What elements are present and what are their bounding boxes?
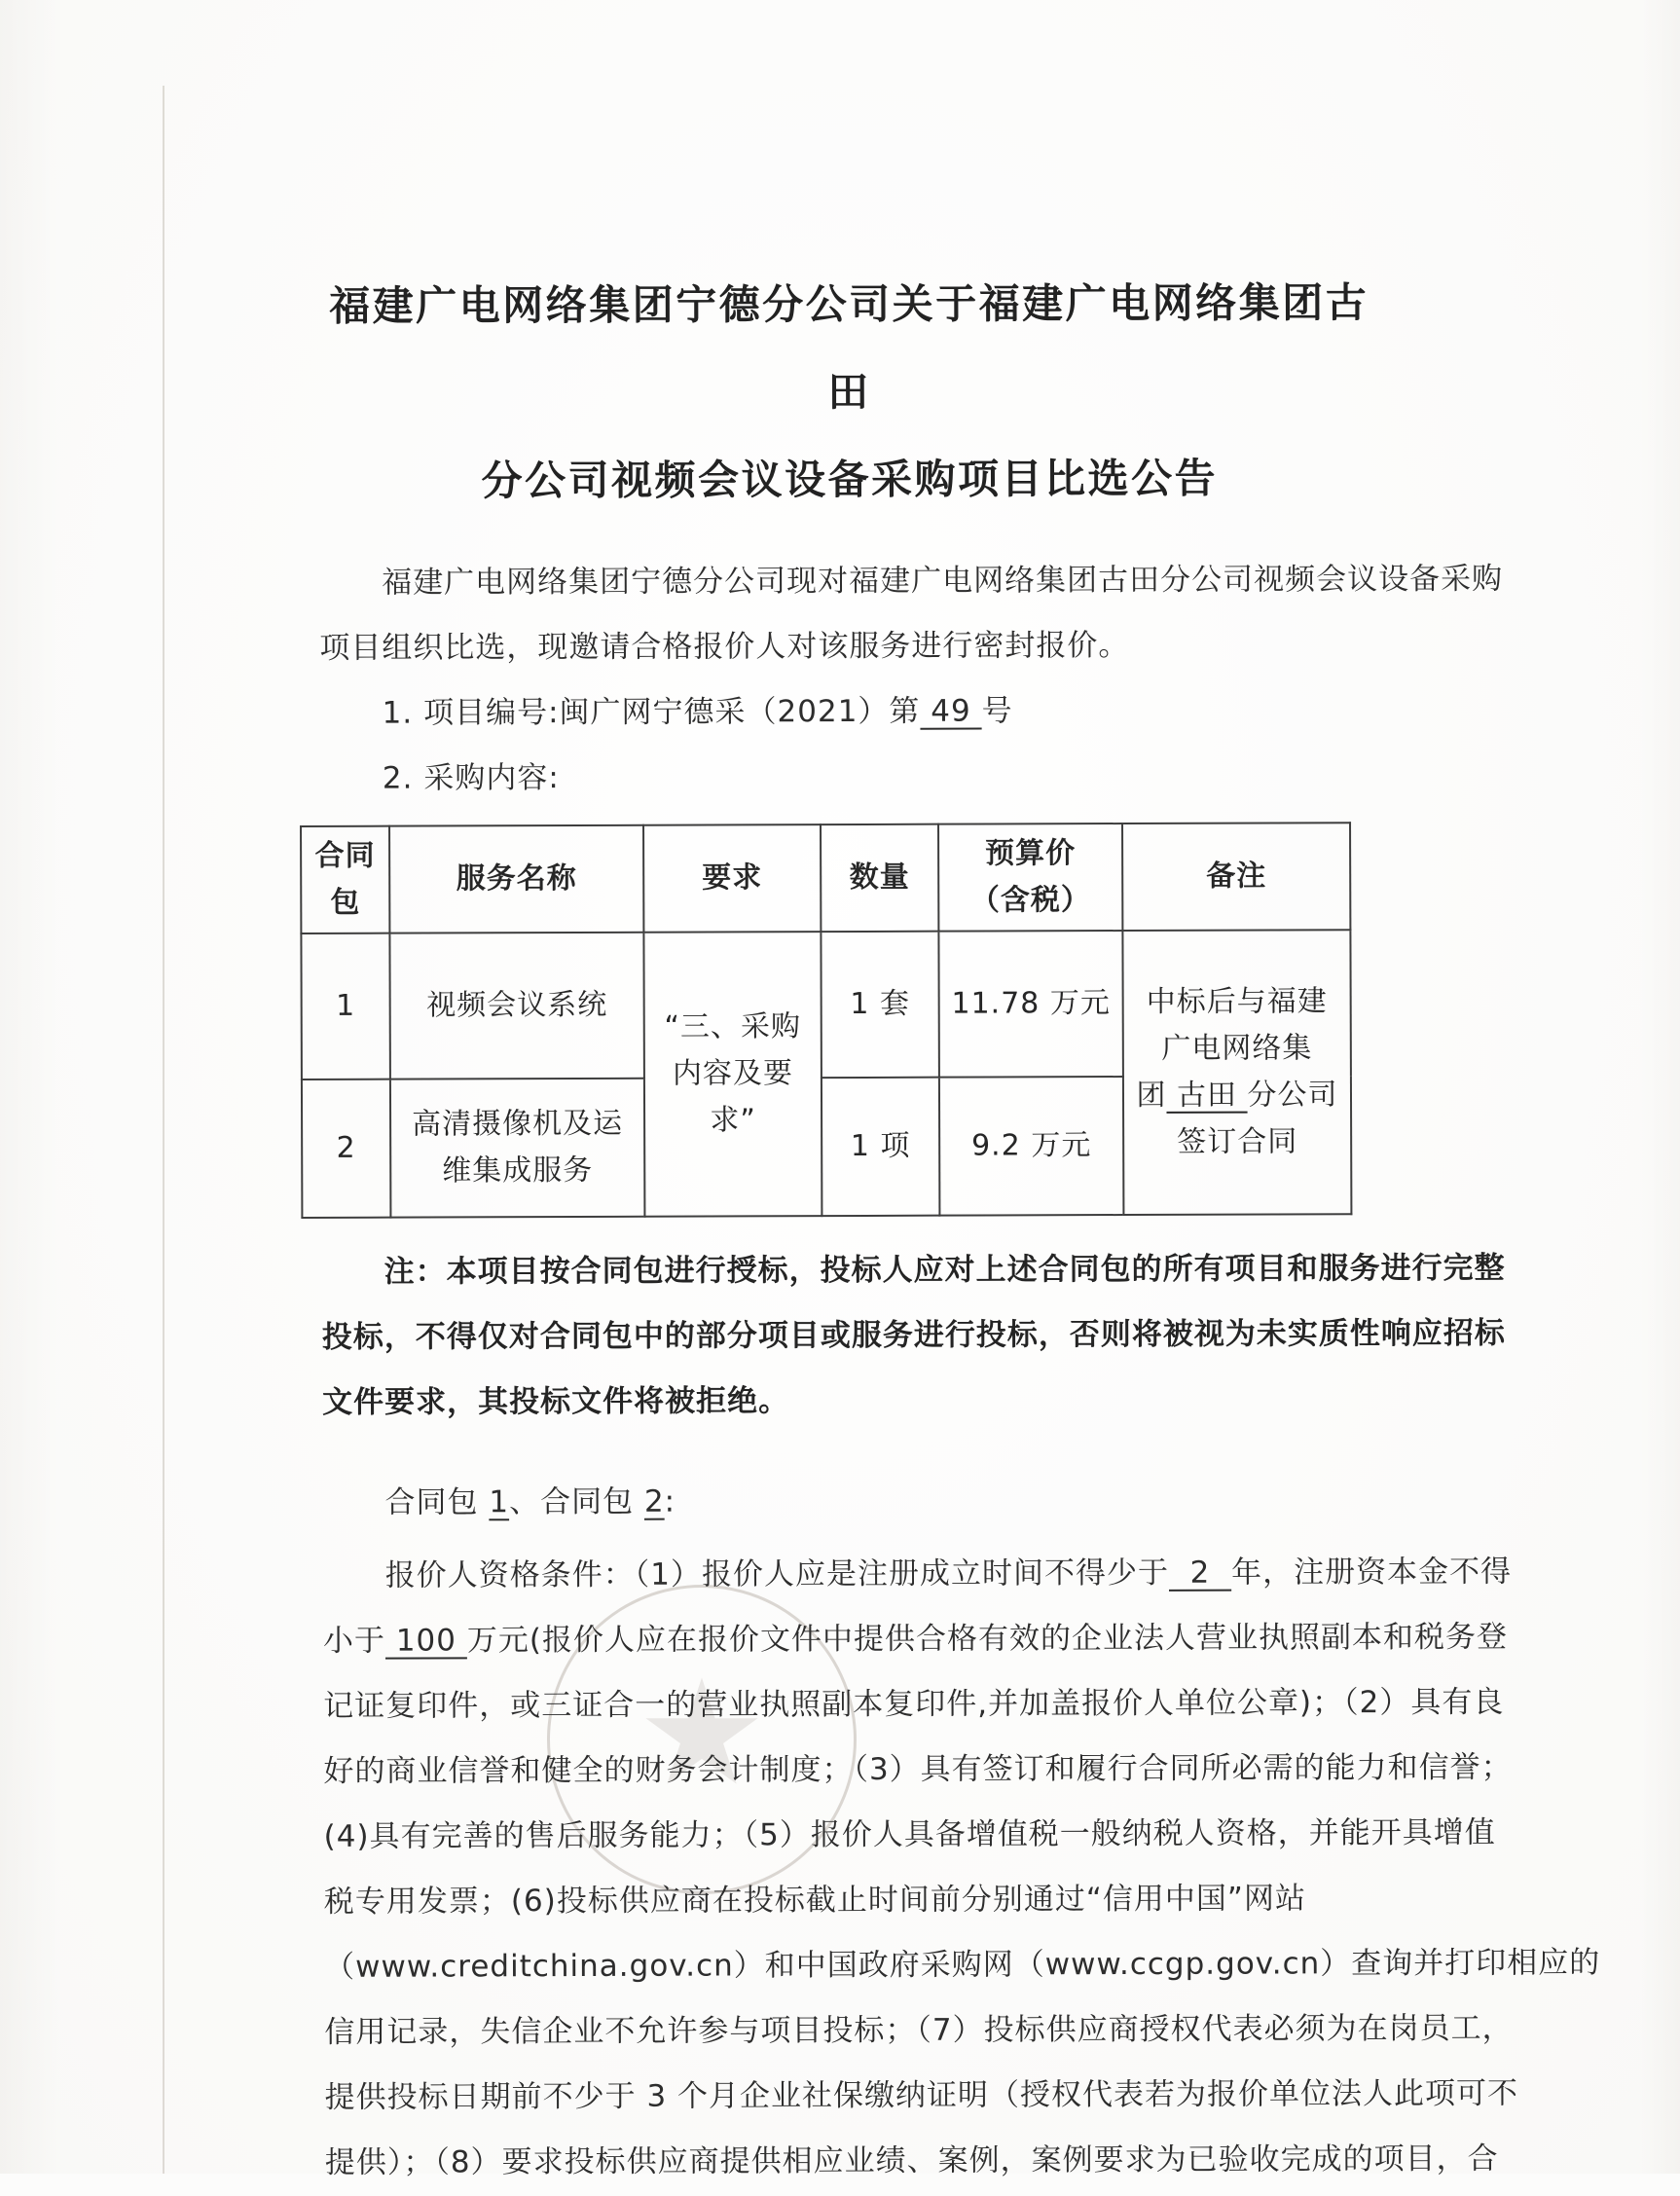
- text-line: 项目组织比选，现邀请合格报价人对该服务进行密封报价。: [319, 628, 1130, 666]
- text-line: 提供）；（8）要求投标供应商提供相应业绩、案例，案例要求为已验收完成的项目，合: [324, 2141, 1499, 2180]
- document-content: [314, 0, 1601, 2196]
- text-line: 信用记录，失信企业不允许参与项目投标；（7）投标供应商授权代表必须为在岗员工，: [324, 2010, 1514, 2050]
- remark-underlined: 古田: [1166, 1078, 1248, 1113]
- cell-budget-2: 9.2 万元: [939, 1077, 1123, 1216]
- title-line-2: 分公司视频会议设备采购项目比选公告: [481, 454, 1219, 505]
- table-row: [301, 930, 1351, 1080]
- qualification-paragraph: [322, 1540, 1601, 2196]
- cell-remark-merged: [1122, 930, 1351, 1215]
- note-paragraph: [321, 1236, 1506, 1436]
- cell-service-2: 高清摄像机及运维集成服务: [390, 1079, 644, 1218]
- page-fold-edge-line: [163, 86, 164, 2174]
- package-mid: 、合同包: [508, 1483, 644, 1520]
- cell-quantity-2: 1 项: [822, 1078, 939, 1216]
- package-number-1: 1: [489, 1484, 510, 1520]
- cell-quantity-1: 1 套: [821, 932, 939, 1078]
- text-line: 记证复印件，或三证合一的营业执照副本复印件,并加盖报价人单位公章)；（2）具有良: [323, 1684, 1505, 1724]
- header-remark: 备注: [1122, 823, 1350, 931]
- procurement-table: [300, 822, 1352, 1219]
- cell-package-2: 2: [302, 1080, 390, 1218]
- text-line: 好的商业信誉和健全的财务会计制度；（3）具有签订和履行合同所必需的能力和信誉；: [323, 1749, 1513, 1789]
- project-number-prefix: 1. 项目编号:闽广网宁德采（2021）第: [382, 693, 921, 731]
- header-budget-price: 预算价 （含税）: [938, 824, 1122, 932]
- procurement-content-heading: 2. 采购内容:: [382, 760, 560, 796]
- project-number-line: [320, 677, 1381, 747]
- text-line: 小于 100 万元(报价人应在报价文件中提供合格有效的企业法人营业执照副本和税务登: [322, 1619, 1508, 1659]
- cell-requirement-merged: “三、采购内容及要求”: [643, 932, 822, 1217]
- star-icon: ★: [636, 1649, 768, 1818]
- remark-part2: 分公司签订合同: [1177, 1078, 1338, 1159]
- text-line: 注：本项目按合同包进行授标，投标人应对上述合同包的所有项目和服务进行完整: [383, 1250, 1506, 1290]
- cell-service-1: 视频会议系统: [389, 933, 644, 1080]
- intro-paragraph: [319, 547, 1504, 681]
- cell-budget-1: 11.78 万元: [938, 931, 1123, 1078]
- remark-part1: 中标后与福建广电网络集团: [1136, 984, 1328, 1113]
- header-service-name: 服务名称: [389, 825, 643, 933]
- cell-package-1: 1: [301, 933, 390, 1080]
- header-contract-package: 合同包: [301, 826, 389, 933]
- text-line: 投标，不得仅对合同包中的部分项目或服务进行投标，否则将被视为未实质性响应招标: [321, 1315, 1506, 1355]
- package-prefix: 合同包: [384, 1484, 490, 1520]
- table-header-row: [301, 823, 1350, 933]
- text-line: 报价人资格条件：（1）报价人应是注册成立时间不得少于 2 年，注册资本金不得: [384, 1554, 1513, 1593]
- project-number-value: 49: [920, 693, 982, 729]
- package-suffix: :: [664, 1483, 676, 1519]
- text-line: 文件要求，其投标文件将被拒绝。: [322, 1383, 790, 1420]
- header-requirement: 要求: [643, 824, 821, 933]
- package-number-2: 2: [643, 1483, 665, 1519]
- title-line-1: 福建广电网络集团宁德分公司关于福建广电网络集团古田: [329, 278, 1370, 417]
- contract-packages-line: [322, 1467, 1383, 1536]
- text-line: 福建广电网络集团宁德分公司现对福建广电网络集团古田分公司视频会议设备采购: [382, 561, 1504, 601]
- text-line: （www.creditchina.gov.cn）和中国政府采购网（www.ccgp.gov.cn）查询并打印相应的: [324, 1945, 1601, 1985]
- header-quantity: 数量: [821, 824, 938, 932]
- text-line: 提供投标日期前不少于 3 个月企业社保缴纳证明（授权代表若为报价单位法人此项可不: [324, 2075, 1519, 2115]
- project-number-suffix: 号: [981, 693, 1013, 729]
- text-line: 税专用发票；(6)投标供应商在投标截止时间前分别通过“信用中国”网站: [323, 1881, 1306, 1920]
- page-title: [318, 259, 1380, 526]
- text-line: (4)具有完善的售后服务能力；（5）报价人具备增值税一般纳税人资格，并能开具增值: [323, 1814, 1496, 1854]
